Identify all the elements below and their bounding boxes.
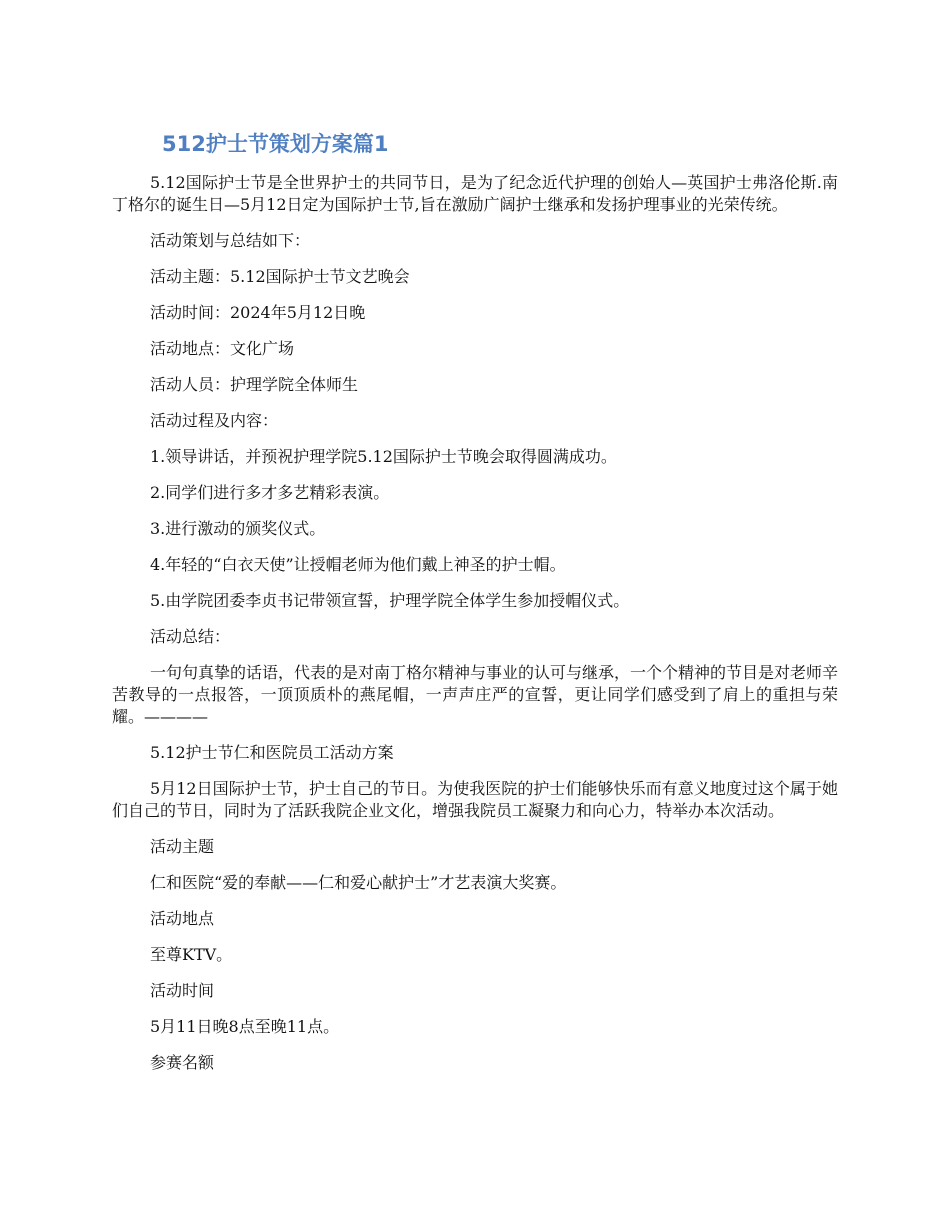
paragraph-activity-people: 活动人员：护理学院全体师生 (150, 375, 359, 394)
paragraph-step-4: 4.年轻的“白衣天使”让授帽老师为他们戴上神圣的护士帽。 (150, 555, 566, 574)
paragraph-intro: 5.12国际护士节是全世界护士的共同节日，是为了纪念近代护理的创始人—英国护士弗洛伦斯.南丁格尔的诞生日—5月12日定为国际护士节,旨在激励广阔护士继承和发扬护理事业的光荣传统。 (112, 173, 838, 214)
paragraph-step-5: 5.由学院团委李贞书记带领宣誓，护理学院全体学生参加授帽仪式。 (150, 591, 630, 610)
paragraph-location-body: 至尊KTV。 (150, 945, 233, 964)
paragraph-activity-time: 活动时间：2024年5月12日晚 (150, 303, 366, 322)
paragraph-step-3: 3.进行激动的颁奖仪式。 (150, 519, 326, 538)
paragraph-summary-heading: 活动总结： (150, 627, 231, 646)
paragraph-step-1: 1.领导讲话，并预祝护理学院5.12国际护士节晚会取得圆满成功。 (150, 447, 617, 466)
paragraph-quota-heading: 参赛名额 (150, 1053, 215, 1072)
paragraph-theme-heading: 活动主题 (150, 837, 215, 856)
document-title: 512护士节策划方案篇1 (162, 132, 389, 156)
paragraph-time-body: 5月11日晚8点至晚11点。 (150, 1017, 340, 1036)
paragraph-theme-body: 仁和医院“爱的奉献——仁和爱心献护士”才艺表演大奖赛。 (150, 873, 567, 892)
paragraph-location-heading: 活动地点 (150, 909, 215, 928)
document-body (112, 172, 838, 1088)
paragraph-hospital-intro: 5月12日国际护士节，护士自己的节日。为使我医院的护士们能够快乐而有意义地度过这个属于她们自己的节日，同时为了活跃我院企业文化，增强我院员工凝聚力和向心力，特举办本次活动。 (112, 779, 838, 820)
paragraph-summary-body: 一句句真挚的话语，代表的是对南丁格尔精神与事业的认可与继承，一个个精神的节目是对老师辛苦教导的一点报答，一顶顶质朴的燕尾帽，一声声庄严的宣誓，更让同学们感受到了肩上的重担与荣耀。———— (112, 663, 839, 726)
paragraph-time-heading: 活动时间 (150, 981, 215, 1000)
paragraph-process-heading: 活动过程及内容： (150, 411, 279, 430)
paragraph-plan-summary: 活动策划与总结如下： (150, 231, 311, 250)
paragraph-step-2: 2.同学们进行多才多艺精彩表演。 (150, 483, 390, 502)
paragraph-activity-location: 活动地点：文化广场 (150, 339, 295, 358)
paragraph-hospital-plan-title: 5.12护士节仁和医院员工活动方案 (150, 743, 394, 762)
paragraph-activity-theme: 活动主题：5.12国际护士节文艺晚会 (150, 267, 410, 286)
